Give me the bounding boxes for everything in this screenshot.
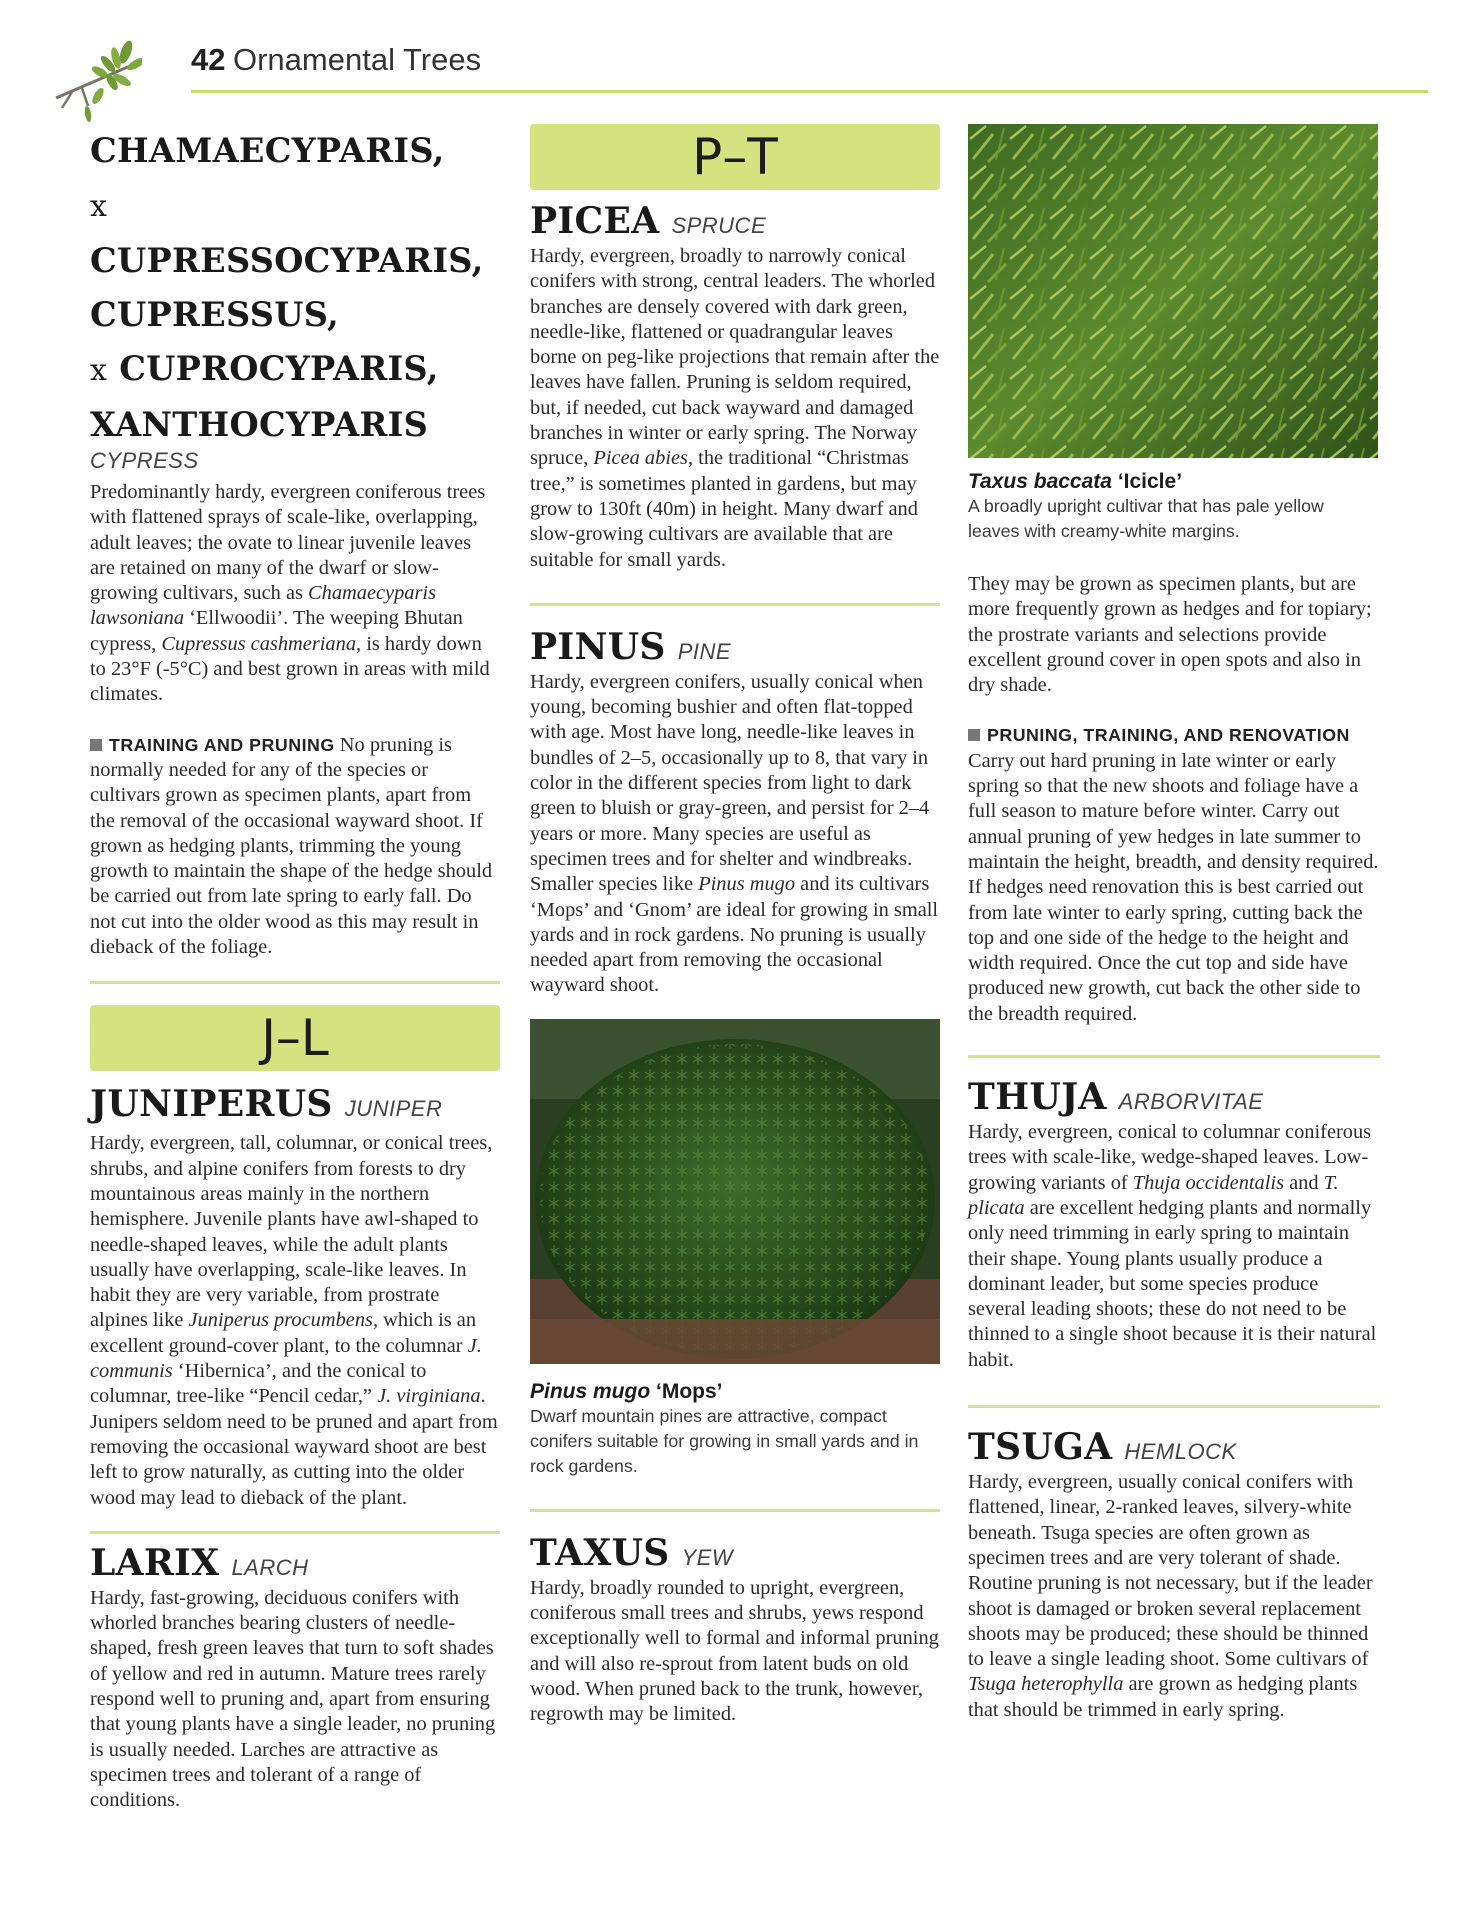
genus-pinus: PINUS (530, 625, 666, 668)
cypress-common-name: CYPRESS (90, 448, 199, 473)
pruning-heading: PRUNING, TRAINING, AND RENOVATION (987, 725, 1350, 746)
cypress-training: TRAINING AND PRUNING No pruning is normally needed for any of the species or cultivars grown as specimen plants, apart from the removal of the occasional wayward shoot. If grown as hedging plants, trimming the young growth to maintain the shape of the hedge should be carried out from late spring to early fall. Do not cut into the older wood as this may result in dieback of the foliage. (90, 733, 493, 959)
genus-cuprocyparis: CUPROCYPARIS, (119, 349, 439, 388)
genus-tsuga: TSUGA (968, 1426, 1113, 1469)
genus-thuja: THUJA (968, 1076, 1107, 1119)
section-rule (90, 1531, 500, 1534)
taxus-caption-text: A broadly upright cultivar that has pale yellow leaves with creamy-white margins. (968, 496, 1324, 541)
training-heading: TRAINING AND PRUNING (109, 734, 335, 755)
taxus-caption-title: Taxus baccata ‘Icicle’ (968, 470, 1183, 493)
leaf-sprig-icon (52, 36, 142, 126)
genus-cupressocyparis: CUPRESSOCYPARIS, (90, 241, 484, 280)
genus-picea: PICEA (530, 200, 660, 242)
pinus-caption-title: Pinus mugo ‘Mops’ (530, 1379, 723, 1403)
taxus-text: Hardy, broadly rounded to upright, evergreen, coniferous small trees and shrubs, yews respond exceptionally well to formal and informal pruning and will also re-sprout from latent buds on old wood. When pruned back to the trunk, however, regrowth may be limited. (530, 1576, 939, 1726)
taxus-icicle-photo (968, 124, 1378, 458)
cypress-heading (90, 124, 500, 452)
bullet-square-icon (968, 729, 980, 741)
picea-text: Hardy, evergreen, broadly to narrowly conical conifers with strong, central leaders. The whorled branches are densely covered with dark green, needle-like, flattened or quadrangular leaves borne on peg-like projections that remain after the leaves have fallen. Pruning is seldom required, but, if needed, cut back wayward and damaged branches in winter or early spring. The Norway spruce, Picea abies, the traditional “Christmas tree,” is sometimes planted in gardens, but may grow to 130ft (40m) in height. Many dwarf and slow-growing cultivars are available that are suitable for small yards. (530, 245, 940, 571)
section-rule (968, 1405, 1380, 1408)
thuja-text: Hardy, evergreen, conical to columnar coniferous trees with scale-like, wedge-shaped leaves. Low-growing variants of Thuja occidentalis and T. plicata are excellent hedging plants and normally only need trimming in early spring to maintain their shape. Young plants usually produce a dominant leader, but some species produce several leading shoots; these do not need to be thinned to a single shoot because it is their natural habit. (968, 1121, 1377, 1371)
genus-chamaecyparis: CHAMAECYPARIS, (90, 131, 445, 170)
larix-heading (90, 1542, 500, 1584)
section-rule (968, 1055, 1380, 1058)
taxus-heading (530, 1532, 940, 1574)
page-header (52, 30, 1388, 96)
section-rule (530, 1509, 940, 1512)
section-title: Ornamental Trees (233, 42, 482, 77)
thuja-common-name: ARBORVITAE (1118, 1089, 1264, 1115)
hybrid-mark: x (90, 189, 108, 224)
section-rule (530, 603, 940, 606)
pinus-text: Hardy, evergreen conifers, usually conical when young, becoming bushier and often flat-topped with age. Most have long, needle-like leaves in bundles of 2–5, occasionally up to 8, that vary in color in the different species from light to dark green to bluish or gray-green, and persist for 2–4 years or more. Many species are useful as specimen trees and for shelter and windbreaks. Smaller species like Pinus mugo and its cultivars ‘Mops’ and ‘Gnom’ are ideal for growing in small yards and in rock gardens. No pruning is usually needed apart from removing the occasional wayward shoot. (530, 670, 939, 997)
page-number: 42 (191, 42, 226, 77)
genus-taxus: TAXUS (530, 1531, 670, 1574)
thuja-heading (968, 1076, 1380, 1118)
tsuga-heading (968, 1426, 1380, 1468)
genus-xanthocyparis: XANTHOCYPARIS (90, 405, 429, 444)
pinus-mugo-image (530, 1019, 940, 1364)
picea-heading (530, 200, 940, 242)
taxus-pruning: PRUNING, TRAINING, AND RENOVATION Carry out hard pruning in late winter or early spring so that the new shoots and foliage have a full season to mature before winter. Carry out annual pruning of yew hedges in late summer to maintain the height, breadth, and density required. If hedges need renovation this is best carried out from late winter to early spring, cutting back the top and one side of the hedge to the height and width required. Once the cut top and side have produced new growth, cut back the other side to the breadth required. (968, 725, 1379, 1025)
column-3 (968, 124, 1380, 1723)
tsuga-common-name: HEMLOCK (1124, 1439, 1237, 1465)
pinus-heading (530, 626, 940, 668)
taxus-icicle-image (968, 124, 1378, 458)
larix-common-name: LARCH (231, 1554, 309, 1580)
juniperus-heading (90, 1083, 500, 1125)
letter-band-j-l: J–L (90, 1005, 500, 1071)
genus-cupressus: CUPRESSUS, (90, 295, 339, 334)
larix-text: Hardy, fast-growing, deciduous conifers with whorled branches bearing clusters of needle-shaped, fresh green leaves that turn to soft shades of yellow and red in autumn. Mature trees rarely respond well to pruning and, apart from ensuring that young plants have a single leader, no pruning is usually needed. Larches are attractive as specimen trees and tolerant of a range of conditions. (90, 1586, 496, 1812)
letter-band-p-t: P–T (530, 124, 940, 190)
cypress-intro: Predominantly hardy, evergreen coniferous trees with flattened sprays of scale-like, overlapping, adult leaves; the ovate to linear juvenile leaves are retained on many of the dwarf or slow-growing cultivars, such as Chamaecyparis lawsoniana ‘Ellwoodii’. The weeping Bhutan cypress, Cupressus cashmeriana, is hardy down to 23°F (-5°C) and best grown in areas with mild climates. (90, 481, 490, 706)
juniperus-common-name: JUNIPER (344, 1096, 443, 1122)
taxus-common-name: YEW (681, 1544, 734, 1570)
genus-juniperus: JUNIPERUS (90, 1083, 333, 1126)
bullet-square-icon (90, 739, 102, 751)
pinus-mugo-photo (530, 1019, 940, 1364)
column-2 (530, 124, 940, 1728)
picea-common-name: SPRUCE (671, 213, 767, 238)
tsuga-text: Hardy, evergreen, usually conical conifers with flattened, linear, 2-ranked leaves, silvery-white beneath. Tsuga species are often grown as specimen trees and are very tolerant of shade. Routine pruning is not necessary, but if the leader shoot is damaged or broken several replacement shoots may be produced; these should be thinned to leave a single leading shoot. Some cultivars of Tsuga heterophylla are grown as hedging plants that should be trimmed in early spring. (968, 1471, 1373, 1721)
section-rule (90, 981, 500, 984)
taxus-continued-text: They may be grown as specimen plants, but are more frequently grown as hedges and for topiary; the prostrate variants and selections provide excellent ground cover in open spots and also in dry shade. (968, 573, 1372, 697)
column-1 (90, 124, 500, 1813)
pinus-common-name: PINE (677, 638, 732, 664)
genus-larix: LARIX (90, 1541, 220, 1584)
juniperus-text: Hardy, evergreen, tall, columnar, or conical trees, shrubs, and alpine conifers from forests to dry mountainous areas mainly in the northern hemisphere. Juvenile plants have awl-shaped to needle-shaped leaves, while the adult plants usually have overlapping, scale-like leaves. In habit they are very variable, from prostrate alpines like Juniperus procumbens, which is an excellent ground-cover plant, to the columnar J. communis ‘Hibernica’, and the conical to columnar, tree-like “Pencil cedar,” J. virginiana. Junipers seldom need to be pruned and apart from removing the occasional wayward shoot are best left to grow naturally, as cutting into the older wood may lead to dieback of the plant. (90, 1132, 498, 1509)
hybrid-mark: x (90, 353, 108, 388)
header-rule (191, 90, 1428, 93)
pinus-caption-text: Dwarf mountain pines are attractive, compact conifers suitable for growing in small yards and in rock gardens. (530, 1405, 919, 1476)
